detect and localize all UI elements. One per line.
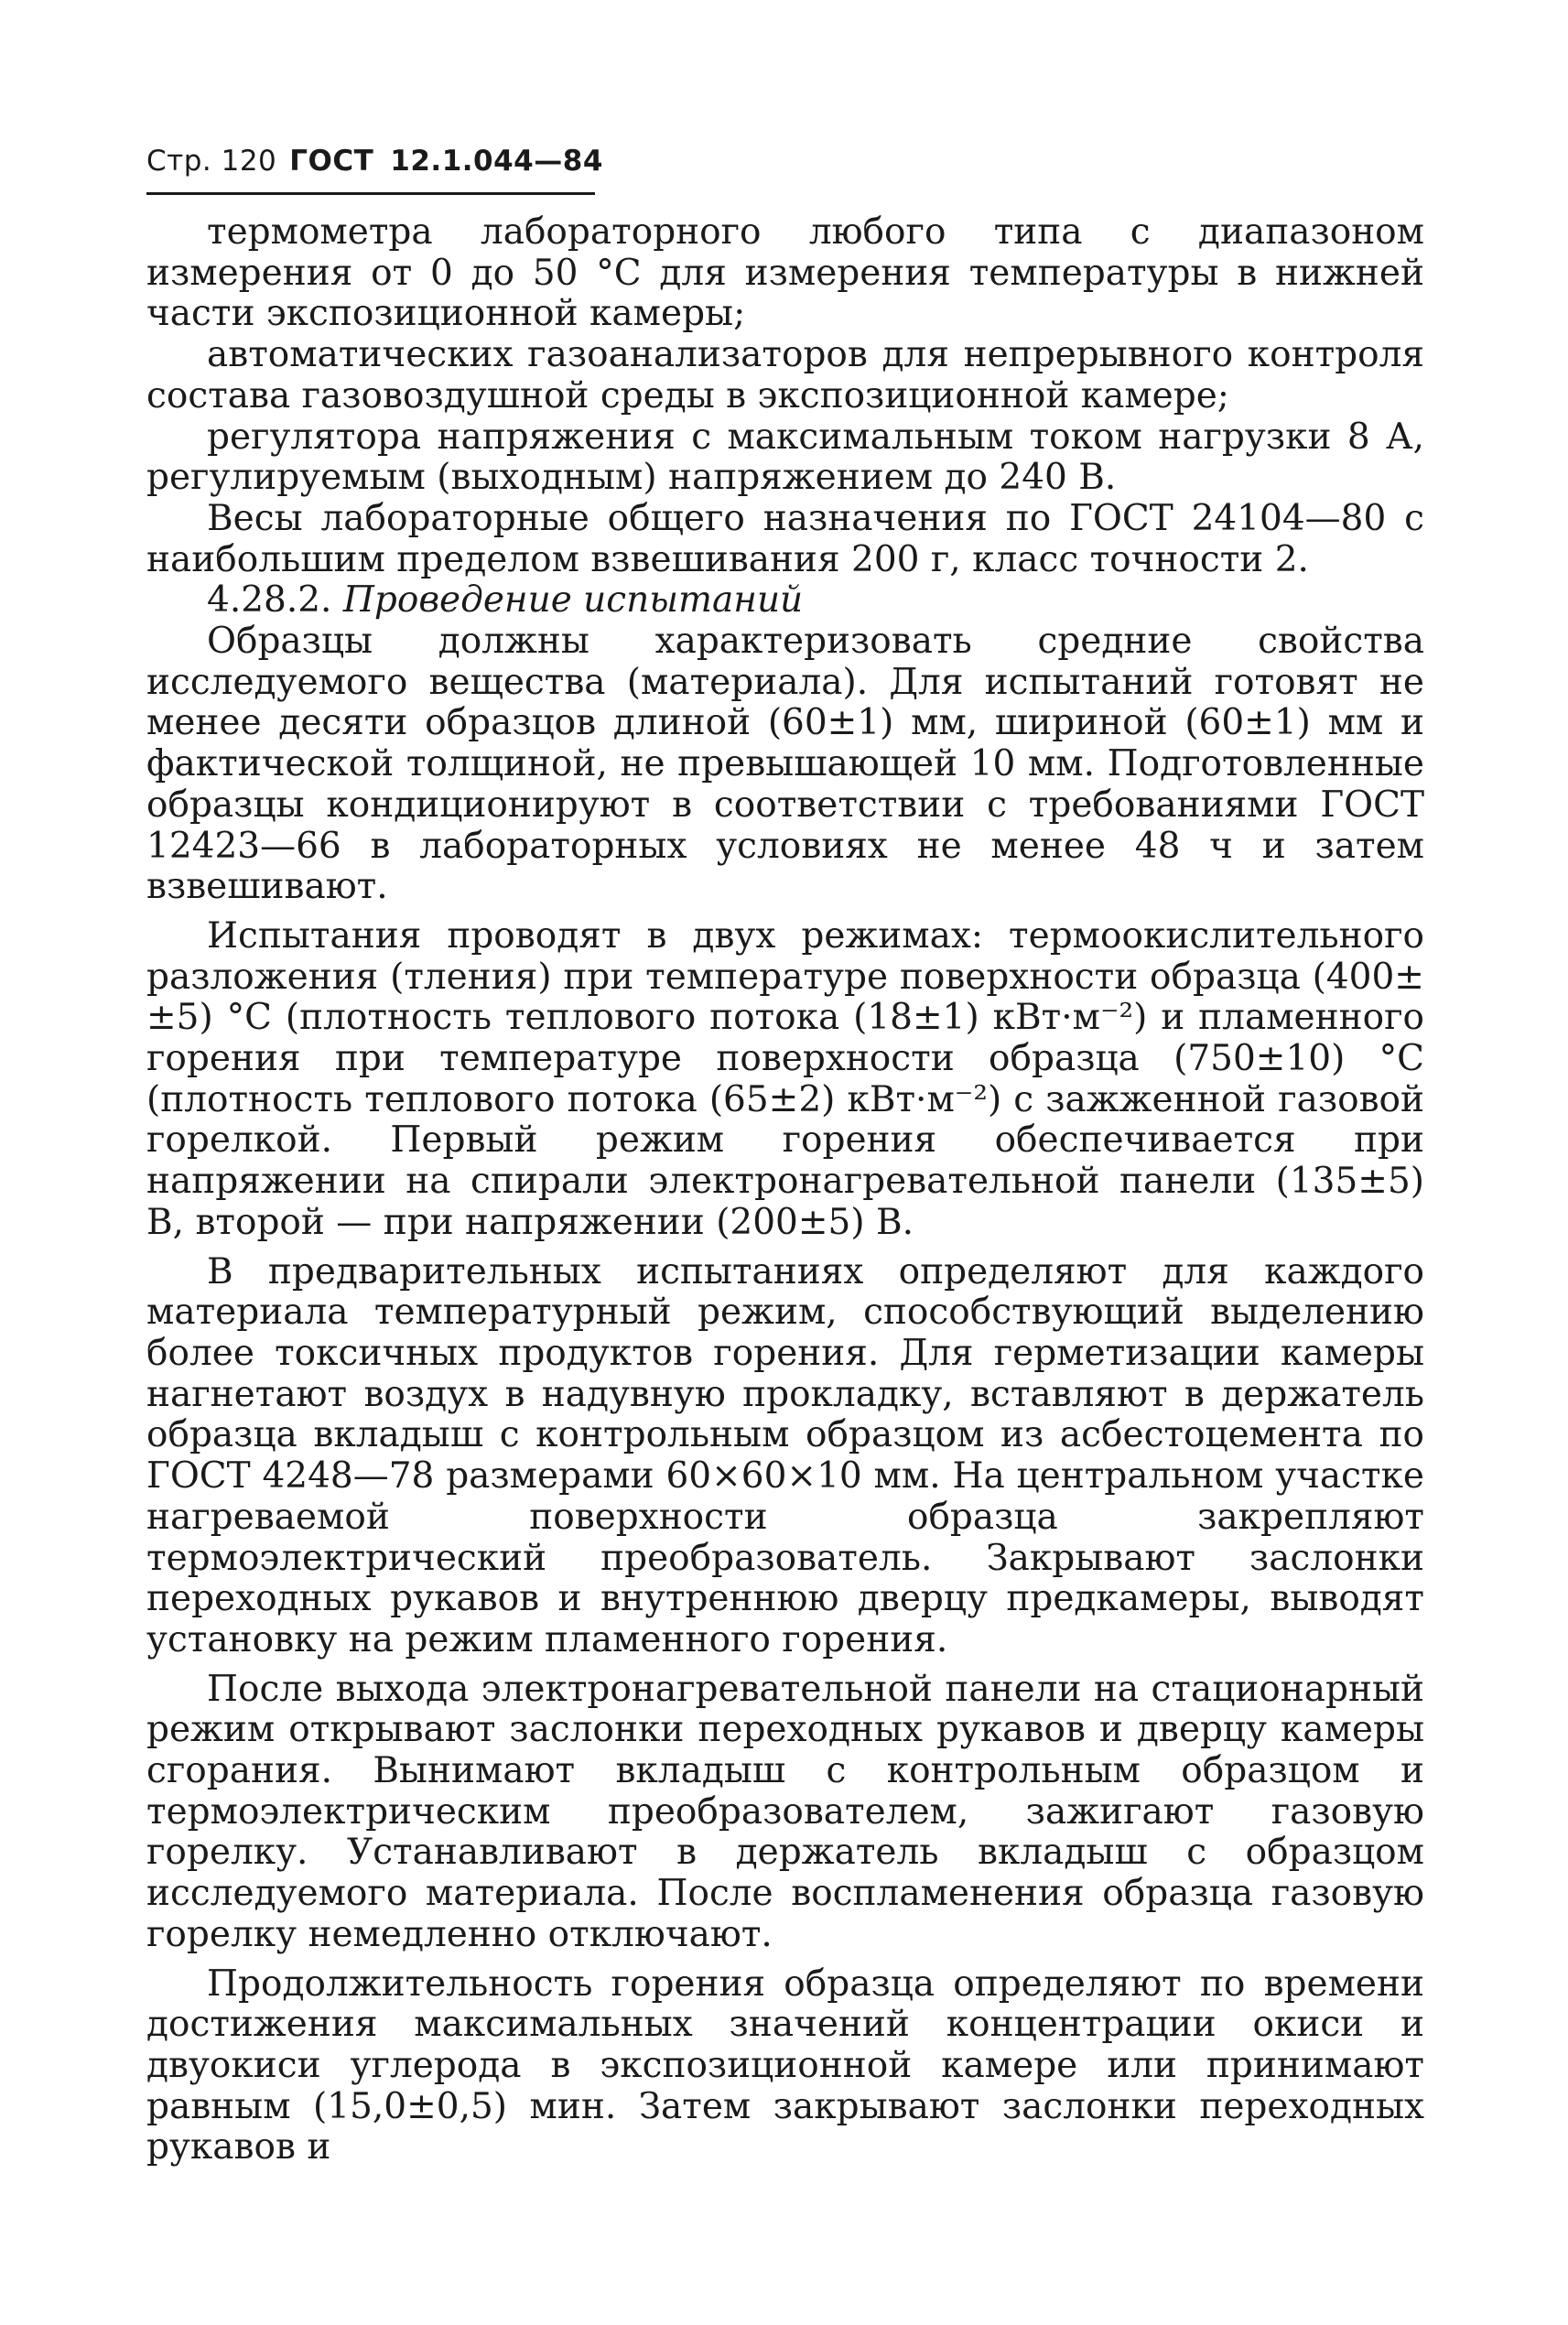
standard-label: ГОСТ [289,145,374,178]
paragraph-preliminary-tests: В предварительных испытаниях определяют для каждого материала температурный режим, способствующий выделению более токсичных продуктов горения. Для герметизации камеры нагнетают воздух в надувную прокладку, вставляют в держатель образца вкладыш с контрольным образцом из асбестоцемента по ГОСТ 4248—78 размерами 60×60×10 мм. На центральном участке нагреваемой поверхности образца закрепляют термоэлектрический преобразователь. Закрывают заслонки переходных рукавов и внутреннюю дверцу предкамеры, выводят установку на режим пламенного горения. [146,1250,1424,1660]
paragraph-thermometer: термометра лабораторного любого типа с диапазоном измерения от 0 до 50 °С для измерения температуры в нижней части экспозиционной камеры; [146,211,1424,335]
section-title: Проведение испытаний [342,579,804,622]
paragraph-duration: Продолжительность горения образца определяют по времени достижения максимальных значений концентрации окиси и двуокиси углерода в экспозиционной камере или принимают равным (15,0±0,5) мин. Затем закрывают заслонки переходных рукавов и [146,1963,1424,2168]
paragraph-ignition: После выхода электронагревательной панели на стационарный режим открывают заслонки переходных рукавов и дверцу камеры сгорания. Вынимают вкладыш с контрольным образцом и термоэлектрическим преобразователем, зажигают газовую горелку. Устанавливают в держатель вкладыш с образцом исследуемого материала. После воспламенения образца газовую горелку немедленно отключают. [146,1668,1424,1955]
page-number: Стр. 120 [146,145,277,178]
section-number: 4.28.2. [207,579,332,622]
paragraph-test-modes: Испытания проводят в двух режимах: термоокислительного разложения (тления) при температуре поверхности образца (400±±5) °С (плотность теплового потока (18±1) кВт·м⁻²) и пламенного горения при температуре поверхности образца (750±10) °С (плотность теплового потока (65±2) кВт·м⁻²) с зажженной газовой горелкой. Первый режим горения обеспечивается при напряжении на спирали электронагревательной панели (135±5) В, второй — при напряжении (200±5) В. [146,914,1424,1243]
standard-code: 12.1.044—84 [390,145,603,178]
paragraph-samples: Образцы должны характеризовать средние свойства исследуемого вещества (материала). Для испытаний готовят не менее десяти образцов длиной (60±1) мм, шириной (60±1) мм и фактической толщиной, не превышающей 10 мм. Подготовленные образцы кондиционируют в соответствии с требованиями ГОСТ 12423—66 в лабораторных условиях не менее 48 ч и затем взвешивают. [146,621,1424,908]
paragraph-gas-analyzers: автоматических газоанализаторов для непрерывного контроля состава газовоздушной среды в экспозиционной камере; [146,334,1424,416]
page-header [146,145,603,178]
paragraph-voltage-regulator: регулятора напряжения с максимальным током нагрузки 8 А, регулируемым (выходным) напряжением до 240 В. [146,416,1424,499]
section-heading [146,580,1424,622]
document-body [146,212,1424,2168]
paragraph-scales: Весы лабораторные общего назначения по ГОСТ 24104—80 с наибольшим пределом взвешивания 200 г, класс точности 2. [146,497,1424,580]
header-rule [146,192,595,195]
